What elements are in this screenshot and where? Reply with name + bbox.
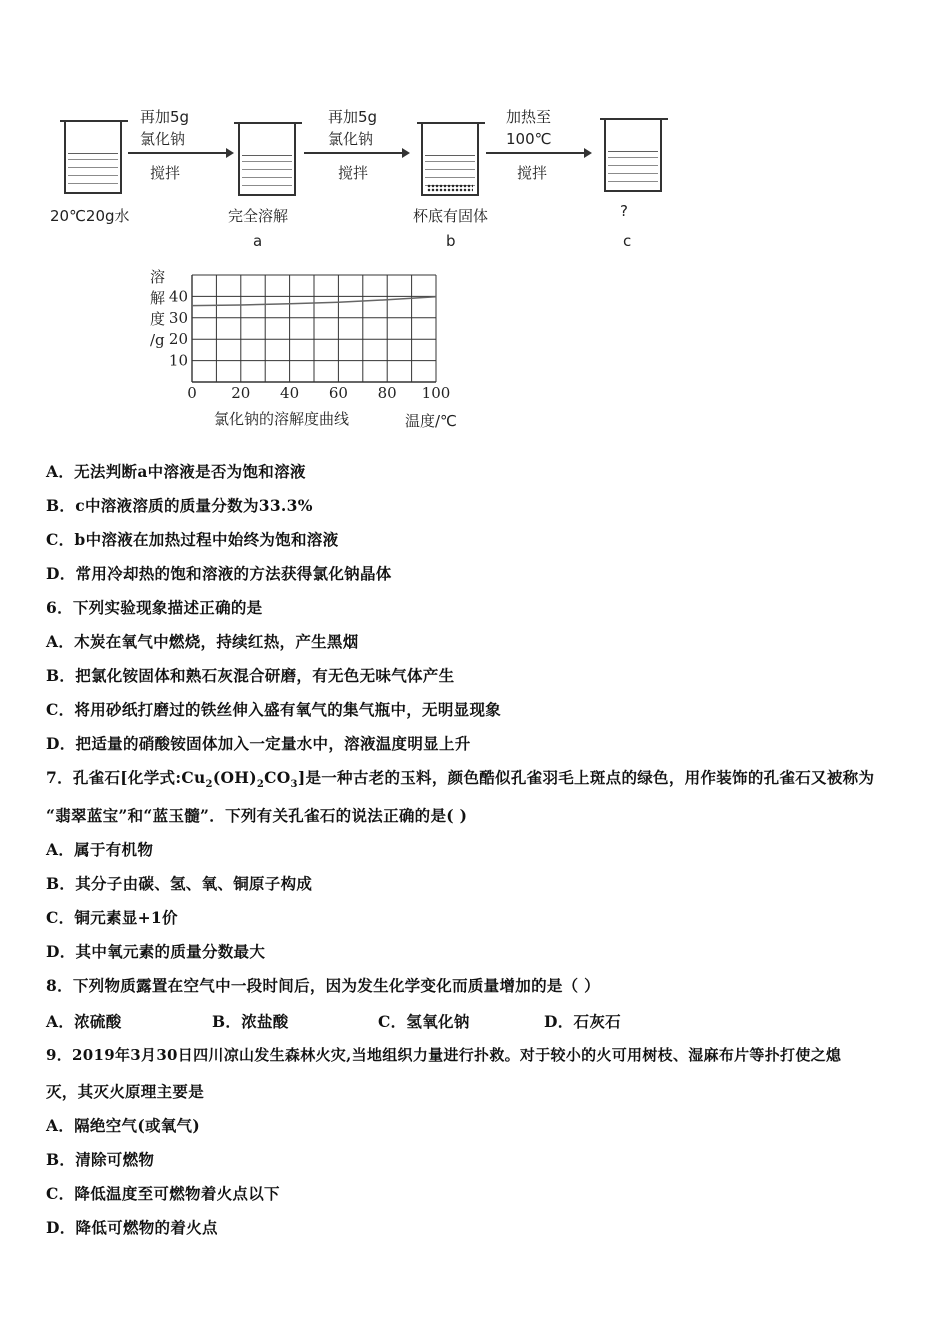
step-label-mid: 氯化钠 <box>328 130 374 148</box>
x-tick-label: 80 <box>377 384 397 402</box>
beaker-b <box>421 124 479 196</box>
q8-option-a: A．浓硫酸 <box>46 1012 122 1031</box>
q5-option-a: A．无法判断a中溶液是否为饱和溶液 <box>46 462 306 481</box>
beaker-letter: b <box>446 232 456 250</box>
step-label-bottom: 搅拌 <box>517 164 548 182</box>
q9-option-d: D．降低可燃物的着火点 <box>46 1218 218 1237</box>
q8-stem: 8．下列物质露置在空气中一段时间后，因为发生化学变化而质量增加的是（ ） <box>46 976 600 995</box>
q7-option-c: C．铜元素显+1价 <box>46 908 178 927</box>
y-tick-label: 30 <box>168 308 188 327</box>
step-label-bottom: 搅拌 <box>338 164 369 182</box>
step-label-top: 再加5g <box>328 108 378 126</box>
q6-stem: 6．下列实验现象描述正确的是 <box>46 598 263 617</box>
q6-option-c: C．将用砂纸打磨过的铁丝伸入盛有氧气的集气瓶中，无明显现象 <box>46 700 502 719</box>
q8-option-b: B．浓盐酸 <box>212 1012 289 1031</box>
arrow-1 <box>128 152 232 154</box>
step-label-top: 再加5g <box>140 108 190 126</box>
q7-option-d: D．其中氧元素的质量分数最大 <box>46 942 266 961</box>
q7-option-b: B．其分子由碳、氢、氧、铜原子构成 <box>46 874 313 893</box>
y-axis-label-char: 度 <box>150 310 166 328</box>
beaker-initial <box>64 122 122 194</box>
q7-stem-line2: “翡翠蓝宝”和“蓝玉髓”．下列有关孔雀石的说法正确的是( ) <box>46 806 468 825</box>
q9-option-c: C．降低温度至可燃物着火点以下 <box>46 1184 280 1203</box>
q6-option-d: D．把适量的硝酸铵固体加入一定量水中，溶液温度明显上升 <box>46 734 471 753</box>
x-axis-label: 温度/℃ <box>405 412 457 430</box>
arrow-3 <box>486 152 590 154</box>
q8-option-d: D．石灰石 <box>544 1012 621 1031</box>
q5-option-b: B．c中溶液溶质的质量分数为33.3% <box>46 496 313 515</box>
beaker-a <box>238 124 296 196</box>
step-label-mid: 100℃ <box>506 130 552 148</box>
x-tick-label: 20 <box>231 384 251 402</box>
beaker-letter: a <box>253 232 263 250</box>
chart-grid <box>192 275 436 382</box>
beaker-caption: 杯底有固体 <box>413 207 489 225</box>
q7-option-a: A．属于有机物 <box>46 840 154 859</box>
beaker-caption: 20℃20g水 <box>50 207 130 225</box>
q5-option-d: D．常用冷却热的饱和溶液的方法获得氯化钠晶体 <box>46 564 392 583</box>
q9-stem: 9．2019年3月30日四川凉山发生森林火灾,当地组织力量进行扑救。对于较小的火可用树枝、湿麻布片等扑打使之熄 <box>46 1046 842 1064</box>
undissolved-solid <box>427 184 473 192</box>
q9-option-b: B．清除可燃物 <box>46 1150 155 1169</box>
solubility-chart <box>140 262 470 432</box>
beaker-caption: ? <box>620 202 628 220</box>
y-tick-label: 20 <box>168 330 188 349</box>
y-tick-label: 10 <box>168 351 188 370</box>
y-axis-label-char: /g <box>150 331 165 349</box>
arrow-2 <box>304 152 408 154</box>
chart-title: 氯化钠的溶解度曲线 <box>214 410 350 428</box>
q6-option-b: B．把氯化铵固体和熟石灰混合研磨，有无色无味气体产生 <box>46 666 455 685</box>
beaker-caption: 完全溶解 <box>228 207 289 225</box>
y-axis-label-char: 溶 <box>150 268 166 286</box>
q9-option-a: A．隔绝空气(或氧气) <box>46 1116 200 1135</box>
q7-stem: 7．孔雀石[化学式$:Cu_2(OH)_2CO_3$]是一种古老的玉料，颜色酷似孔雀羽毛上斑点的绿色，用作装饰的孔雀石又被称为 <box>46 768 875 791</box>
step-label-top: 加热至 <box>506 108 552 126</box>
step-label-mid: 氯化钠 <box>140 130 186 148</box>
y-axis-label-char: 解 <box>150 289 166 307</box>
q9-stem-line2: 灭，其灭火原理主要是 <box>46 1082 205 1101</box>
y-tick-label: 40 <box>168 287 188 306</box>
y-axis-label <box>150 268 165 349</box>
x-tick-label: 60 <box>328 384 348 402</box>
step-label-bottom: 搅拌 <box>150 164 181 182</box>
x-tick-label: 40 <box>280 384 300 402</box>
beaker-c <box>604 120 662 192</box>
q5-option-c: C．b中溶液在加热过程中始终为饱和溶液 <box>46 530 339 549</box>
x-tick-label: 0 <box>187 384 197 402</box>
beaker-letter: c <box>623 232 632 250</box>
q8-option-c: C．氢氧化钠 <box>378 1012 470 1031</box>
q6-option-a: A．木炭在氧气中燃烧，持续红热，产生黑烟 <box>46 632 359 651</box>
x-tick-label: 100 <box>421 384 451 402</box>
